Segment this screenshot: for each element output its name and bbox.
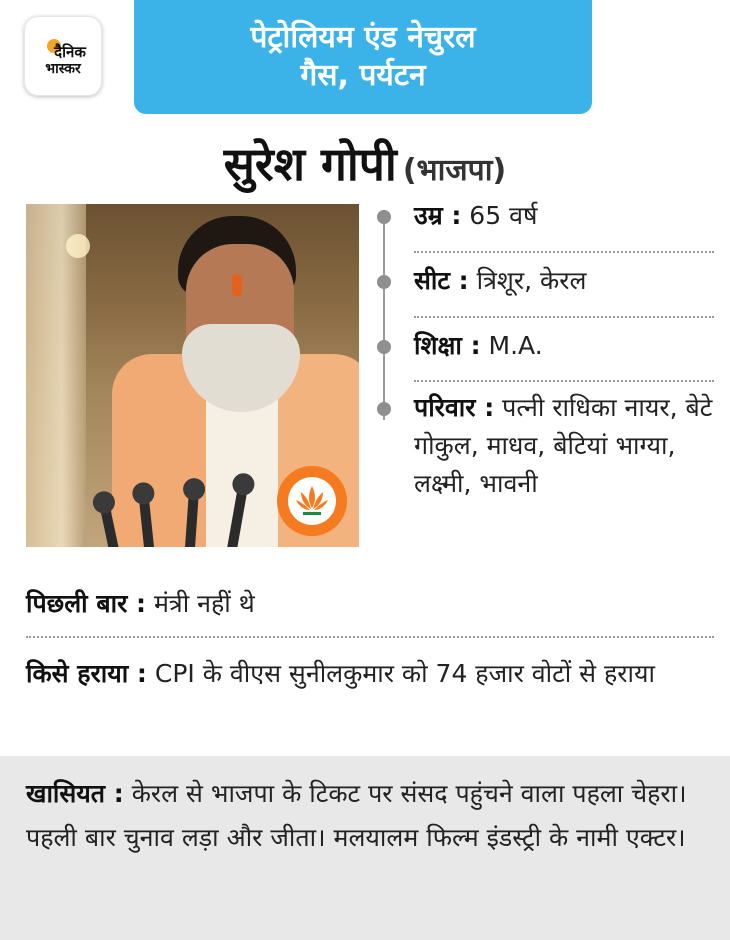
family-value: पत्नी राधिका नायर, बेटे गोकुल, माधव, बेटियां भाग्या, लक्ष्मी, भावनी <box>414 393 713 498</box>
minister-name: सुरेश गोपी <box>223 137 397 191</box>
bullet-dot <box>377 340 391 354</box>
seat-value: त्रिशूर, केरल <box>468 266 587 295</box>
lotus-icon <box>288 477 336 525</box>
family-info <box>414 389 714 503</box>
bullet-dot <box>377 275 391 289</box>
education-value: M.A. <box>480 331 543 360</box>
divider <box>414 380 714 382</box>
education-label: शिक्षा : <box>414 331 481 360</box>
last-time-value: मंत्री नहीं थे <box>146 589 255 618</box>
bullet-dot <box>377 402 391 416</box>
family-label: परिवार : <box>414 393 495 422</box>
last-time-row <box>26 584 716 624</box>
defeated-value: CPI के वीएस सुनीलकुमार को 74 हजार वोटों से हराया <box>146 659 655 688</box>
minister-title <box>0 132 730 194</box>
last-time-label: पिछली बार : <box>26 589 147 618</box>
seat-info <box>414 262 586 300</box>
minister-party: (भाजपा) <box>402 153 507 188</box>
logo-line2: भास्कर <box>45 61 81 77</box>
education-info <box>414 327 543 365</box>
divider <box>414 316 714 318</box>
divider <box>414 251 714 253</box>
timeline-line <box>383 210 385 420</box>
ministry-header <box>134 0 592 114</box>
ministry-line1: पेट्रोलियम एंड नेचुरल <box>250 20 476 55</box>
speciality-label: खासियत : <box>26 779 124 808</box>
logo-line1: दैनिक <box>54 43 86 61</box>
divider <box>26 636 714 638</box>
age-value: 65 वर्ष <box>461 201 538 230</box>
ministry-line2: गैस, पर्यटन <box>300 58 426 93</box>
age-info <box>414 197 537 235</box>
bjp-logo <box>277 466 347 536</box>
age-label: उम्र : <box>414 201 462 230</box>
bullet-dot <box>377 210 391 224</box>
seat-label: सीट : <box>414 266 469 295</box>
speciality-value: केरल से भाजपा के टिकट पर संसद पहुंचने वाला पहला चेहरा। पहली बार चुनाव लड़ा और जीता। मलयालम फिल्म इंडस्ट्री के नामी एक्टर। <box>26 779 687 852</box>
dainik-bhaskar-logo <box>24 16 102 96</box>
speciality-text <box>26 772 716 860</box>
defeated-label: किसे हराया : <box>26 659 147 688</box>
defeated-row <box>26 654 716 694</box>
